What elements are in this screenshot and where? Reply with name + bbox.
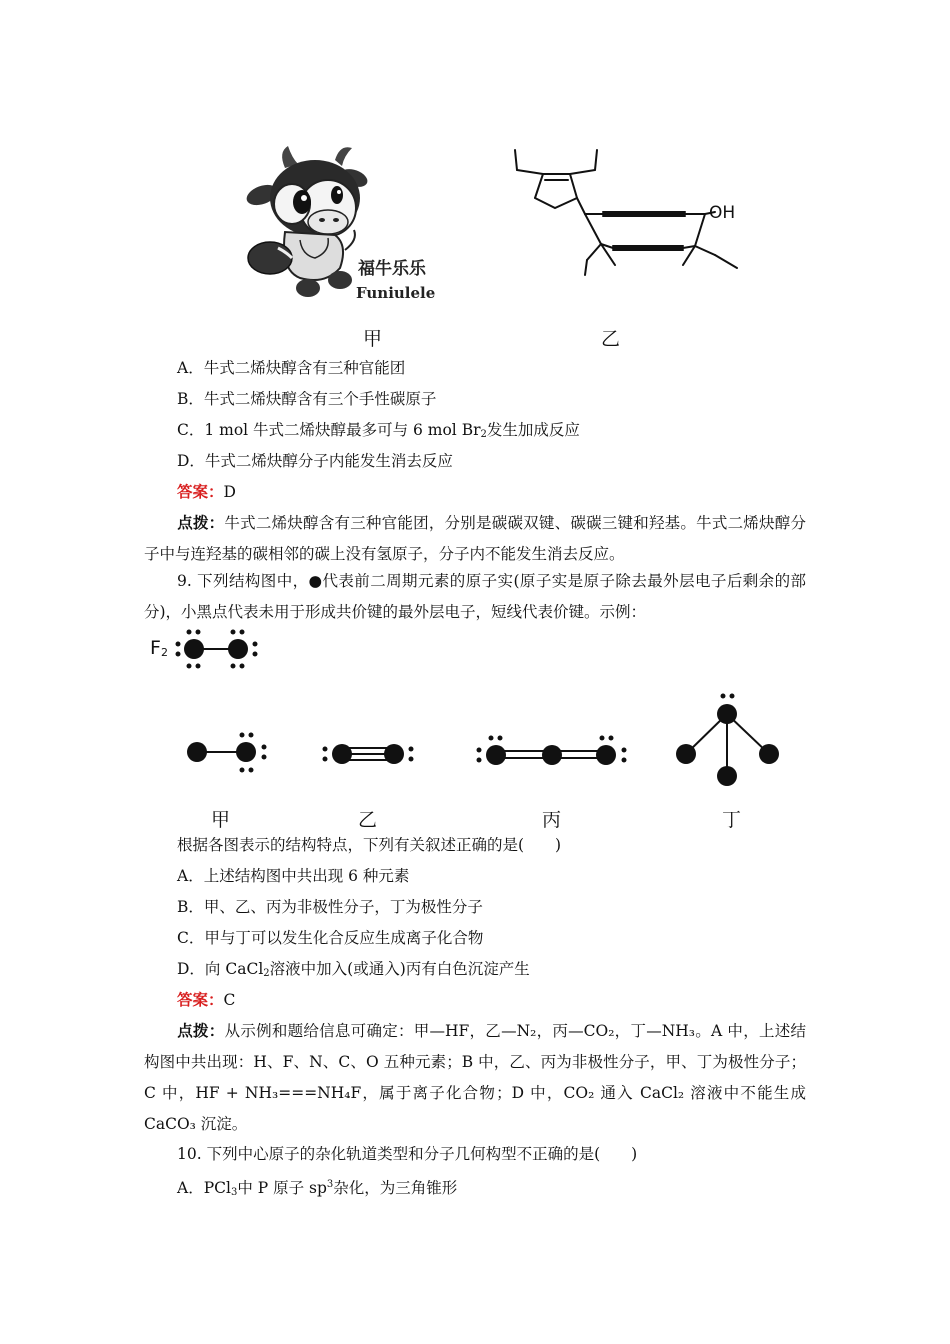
figure1-caption-left: 甲 — [363, 328, 383, 350]
q9-answer — [177, 990, 235, 1010]
q9-option-d-post: 溶液中加入(或通入)丙有白色沉淀产生 — [269, 960, 530, 978]
structure-yi-n2 — [318, 735, 418, 775]
q9-option-d — [177, 959, 530, 984]
q9-hint — [144, 1015, 806, 1140]
q8-option-b: B．牛式二烯炔醇含有三个手性碳原子 — [177, 390, 437, 408]
q9-stem-text: 9. 下列结构图中，●代表前二周期元素的原子实(原子实是原子除去最外层电子后剩余的部分)，小黑点代表未用于形成共价键的最外层电子，短线代表价键。示例： — [144, 572, 806, 621]
q9-stem — [144, 566, 806, 628]
f2-example-label — [150, 637, 168, 659]
structure-bing-co2 — [474, 732, 639, 778]
f2-example-label-sub: 2 — [160, 646, 168, 659]
structure-caption-ding: 丁 — [722, 809, 742, 831]
logo-cn-text: 福牛乐乐 — [358, 259, 426, 279]
q10-option-a — [177, 1175, 457, 1203]
mascot-figure — [240, 140, 450, 305]
q8-answer-label: 答案： — [177, 482, 224, 501]
structure-jia-hf — [180, 730, 270, 775]
q8-option-a: A．牛式二烯炔醇含有三种官能团 — [177, 359, 406, 377]
structure-ding-nh3 — [672, 690, 787, 790]
q9-option-d-sub: 2 — [263, 968, 270, 979]
q9-answer-value: C — [223, 991, 236, 1009]
q8-answer — [177, 482, 236, 502]
q8-hint — [144, 507, 806, 570]
q10-option-a-sub: 3 — [230, 1187, 238, 1198]
q8-option-c-sub: 2 — [480, 429, 487, 440]
structure-caption-yi: 乙 — [358, 809, 378, 831]
q10-option-a-mid: 中 P 原子 sp — [237, 1179, 327, 1197]
molecule-structure-diagram — [505, 140, 755, 285]
q10-option-a-text: A．PCl — [177, 1179, 231, 1197]
q8-option-d: D．牛式二烯炔醇分子内能发生消去反应 — [177, 452, 453, 470]
oh-label: OH — [709, 203, 736, 223]
q8-hint-label: 点拨： — [177, 513, 225, 532]
q8-option-c-post: 发生加成反应 — [486, 421, 580, 439]
structure-caption-bing: 丙 — [542, 809, 562, 831]
q8-option-c — [177, 420, 580, 445]
q8-option-c-text: C．1 mol 牛式二烯炔醇最多可与 6 mol Br — [177, 421, 481, 439]
q10-stem: 10. 下列中心原子的杂化轨道类型和分子几何构型不正确的是( ) — [177, 1145, 638, 1163]
f2-example-diagram — [170, 628, 265, 670]
logo-en-text: Funiulele — [356, 284, 436, 302]
f2-example-label-text: F — [150, 637, 161, 659]
q9-hint-text: 从示例和题给信息可确定：甲—HF，乙—N₂，丙—CO₂，丁—NH₃。A 中，上述结构图中共出现：H、F、N、C、O 五种元素；B 中，乙、丙为非极性分子，甲、丁为极性分子；C 中，HF + NH₃===NH₄F，属于离子化合物；D 中，CO₂ 通入 CaCl₂ 溶液中不能生成 CaCO₃ 沉淀。 — [144, 1022, 806, 1133]
q9-option-c: C．甲与丁可以发生化合反应生成离子化合物 — [177, 929, 484, 947]
q10-option-a-sup: 3 — [326, 1179, 334, 1190]
q9-option-d-text: D．向 CaCl — [177, 960, 264, 978]
structure-caption-jia: 甲 — [211, 809, 231, 831]
q8-answer-value: D — [223, 483, 236, 501]
q9-option-b: B．甲、乙、丙为非极性分子，丁为极性分子 — [177, 898, 483, 916]
q9-option-a: A．上述结构图中共出现 6 种元素 — [177, 867, 410, 885]
q9-question: 根据各图表示的结构特点，下列有关叙述正确的是( ) — [177, 836, 562, 854]
q9-hint-label: 点拨： — [177, 1021, 225, 1040]
q10-option-a-post: 杂化，为三角锥形 — [333, 1179, 458, 1197]
q9-answer-label: 答案： — [177, 990, 224, 1009]
q8-hint-text: 牛式二烯炔醇含有三种官能团，分别是碳碳双键、碳碳三键和羟基。牛式二烯炔醇分子中与连羟基的碳相邻的碳上没有氢原子，分子内不能发生消去反应。 — [144, 514, 806, 563]
figure1-caption-right: 乙 — [601, 328, 621, 350]
